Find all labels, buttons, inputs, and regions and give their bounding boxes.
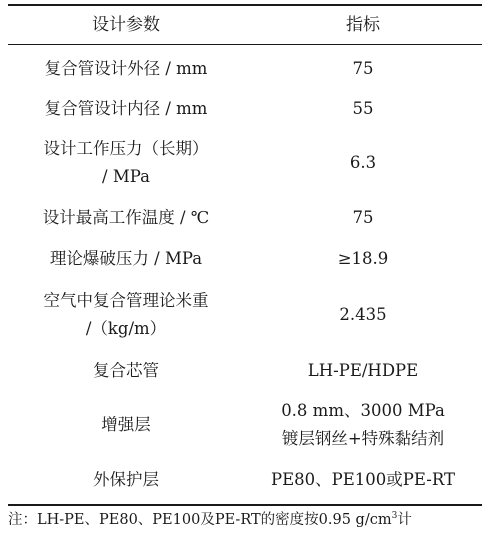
param-line: / MPa xyxy=(102,167,150,186)
param-cell xyxy=(8,90,244,128)
value-cell xyxy=(244,50,482,88)
value-cell xyxy=(244,90,482,128)
value-line: 75 xyxy=(352,208,374,227)
table-row xyxy=(8,280,482,350)
value-line: 0.8 mm、3000 MPa xyxy=(281,401,445,420)
param-cell xyxy=(8,50,244,88)
value-cell xyxy=(244,392,482,458)
table-row xyxy=(8,392,482,458)
table-footnote xyxy=(8,508,412,532)
footnote-text: 注：LH-PE、PE80、PE100及PE-RT的密度按0.95 g/cm xyxy=(8,512,392,528)
table-row xyxy=(8,240,482,278)
value-cell xyxy=(244,130,482,196)
value-cell xyxy=(244,280,482,350)
param-cell xyxy=(8,352,244,390)
header-value: 指标 xyxy=(346,15,380,35)
param-cell xyxy=(8,240,244,278)
value-cell xyxy=(244,352,482,390)
param-line: 复合芯管 xyxy=(93,361,159,380)
param-line: 复合管设计外径 / mm xyxy=(44,59,208,78)
param-cell xyxy=(8,392,244,458)
param-line: 设计工作压力（长期） xyxy=(43,139,209,158)
value-cell xyxy=(244,199,482,237)
value-line: LH-PE/HDPE xyxy=(307,361,419,380)
table-row xyxy=(8,90,482,128)
value-line: ≥18.9 xyxy=(337,249,389,268)
table-header-rule xyxy=(8,44,482,45)
param-line: 复合管设计内径 / mm xyxy=(44,99,208,118)
param-line: 空气中复合管理论米重 xyxy=(43,291,209,310)
value-line: 75 xyxy=(352,59,374,78)
param-line: /（kg/m） xyxy=(85,319,167,338)
param-cell xyxy=(8,461,244,499)
value-line: 镀层钢丝+特殊黏结剂 xyxy=(281,429,445,448)
table-row xyxy=(8,461,482,499)
param-line: 外保护层 xyxy=(93,470,159,489)
param-line: 设计最高工作温度 / ℃ xyxy=(42,208,210,227)
table-row xyxy=(8,130,482,196)
value-line: PE80、PE100或PE-RT xyxy=(271,470,455,489)
value-line: 55 xyxy=(352,99,374,118)
footnote-superscript: 3 xyxy=(391,511,398,521)
param-cell xyxy=(8,199,244,237)
value-cell xyxy=(244,240,482,278)
param-line: 增强层 xyxy=(101,415,151,434)
value-line: 2.435 xyxy=(339,305,387,324)
table-row xyxy=(8,199,482,237)
table-row xyxy=(8,352,482,390)
param-cell xyxy=(8,130,244,196)
header-param: 设计参数 xyxy=(92,15,160,35)
param-line: 理论爆破压力 / MPa xyxy=(49,249,203,268)
value-cell xyxy=(244,461,482,499)
table-row xyxy=(8,50,482,88)
table-header-row xyxy=(8,6,482,44)
value-line: 6.3 xyxy=(349,153,377,172)
param-cell xyxy=(8,280,244,350)
table-bottom-rule xyxy=(8,504,482,506)
footnote-suffix: 计 xyxy=(397,512,412,528)
